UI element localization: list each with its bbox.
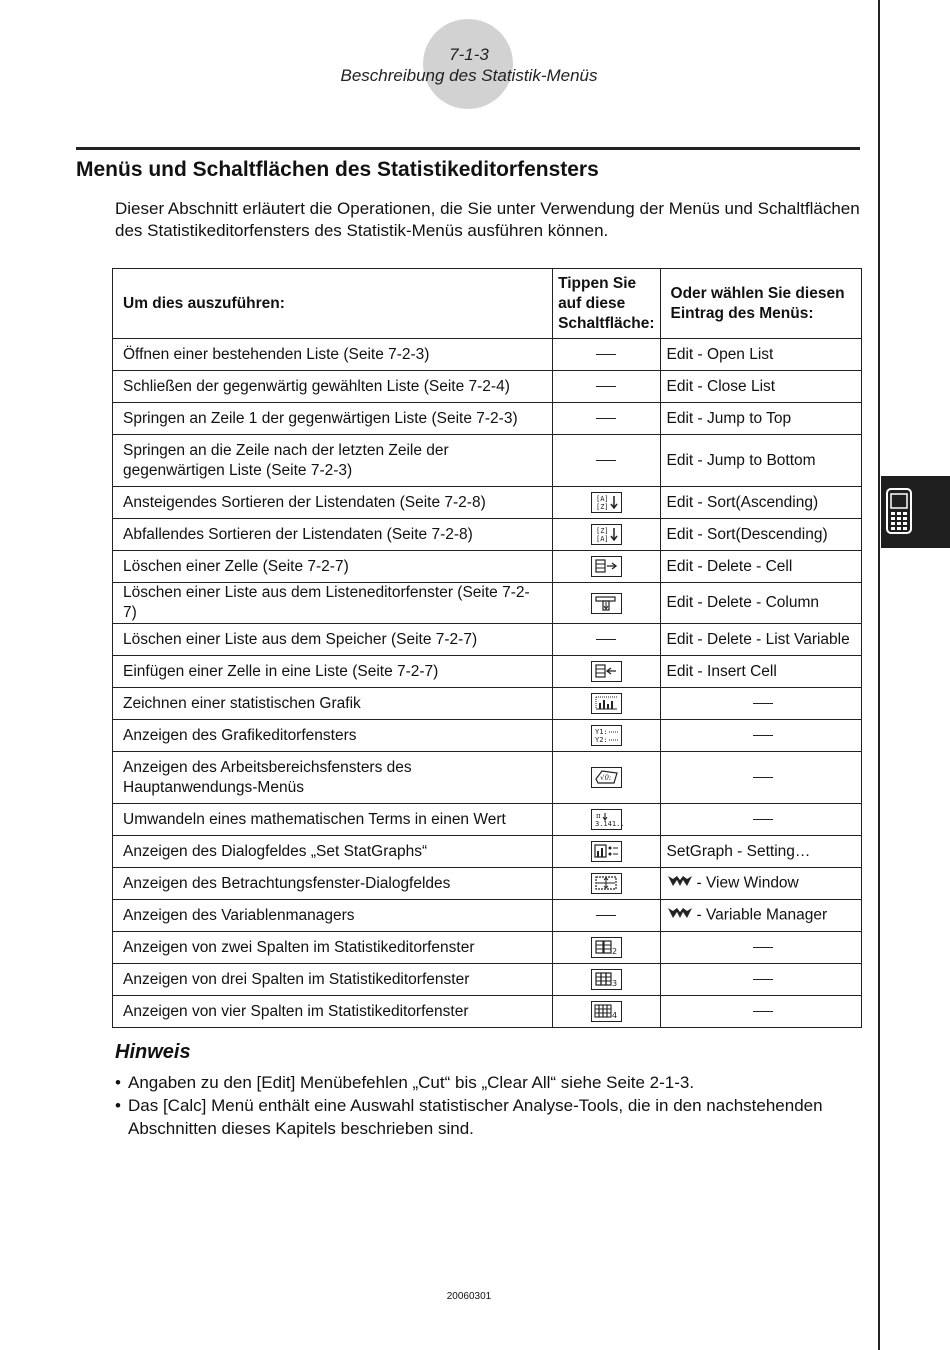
sort-descending-icon[interactable]: [591, 524, 622, 545]
action-cell: Anzeigen von vier Spalten im Statistikeditorfenster: [113, 996, 553, 1028]
dash-icon: [753, 1011, 773, 1013]
set-statgraphs-icon[interactable]: [591, 841, 622, 862]
action-cell: Löschen einer Liste aus dem Listeneditorfenster (Seite 7-2-7): [113, 583, 553, 624]
bullet-icon: •: [115, 1073, 121, 1092]
button-cell: [553, 435, 660, 487]
button-cell: [553, 624, 660, 656]
button-cell: [553, 720, 660, 752]
action-cell: Schließen der gegenwärtig gewählten Liste (Seite 7-2-4): [113, 371, 553, 403]
menu-cell: [660, 900, 861, 932]
menu-entry[interactable]: - View Window: [696, 874, 799, 892]
page-number: 7-1-3: [449, 45, 489, 64]
svg-text:√0:: √0:: [599, 774, 612, 782]
table-row: [113, 624, 862, 656]
menu-cell: [660, 964, 861, 996]
button-cell: [553, 551, 660, 583]
dash-icon: [596, 354, 616, 356]
button-cell: [553, 487, 660, 519]
button-cell: [553, 900, 660, 932]
action-cell: Anzeigen des Variablenmanagers: [113, 900, 553, 932]
svg-text:[A]: [A]: [595, 495, 609, 503]
button-cell: [553, 996, 660, 1028]
operations-table: [112, 268, 862, 1028]
menu-entry[interactable]: Edit - Sort(Ascending): [666, 493, 819, 511]
note-text: Das [Calc] Menü enthält eine Auswahl statistischer Analyse-Tools, die in den nachstehenden Abschnitten dieses Kapitels beschrieben sind.: [128, 1096, 823, 1138]
menu-cell: [660, 996, 861, 1028]
menu-cell: [660, 551, 861, 583]
view-window-icon[interactable]: [591, 873, 622, 894]
dash-icon: [596, 915, 616, 917]
action-cell: Löschen einer Liste aus dem Speicher (Seite 7-2-7): [113, 624, 553, 656]
svg-text:[A]: [A]: [595, 535, 609, 543]
note-list: [115, 1071, 875, 1140]
header-button: Tippen Sie auf diese Schaltfläche:: [553, 269, 660, 339]
action-cell: Abfallendes Sortieren der Listendaten (Seite 7-2-8): [113, 519, 553, 551]
action-cell: Anzeigen des Grafikeditorfensters: [113, 720, 553, 752]
button-cell: [553, 868, 660, 900]
action-cell: Anzeigen des Betrachtungsfenster-Dialogfeldes: [113, 868, 553, 900]
menu-cell: [660, 403, 861, 435]
dash-icon: [753, 819, 773, 821]
section-rule: [76, 147, 860, 150]
table-row: [113, 688, 862, 720]
svg-text:Y1:: Y1:: [594, 728, 608, 736]
page-edge-rule: [878, 0, 880, 1350]
table-header-row: [113, 269, 862, 339]
table-row: [113, 964, 862, 996]
menu-cell: [660, 720, 861, 752]
button-cell: [553, 519, 660, 551]
action-cell: Anzeigen des Dialogfeldes „Set StatGraphs“: [113, 836, 553, 868]
menu-entry[interactable]: Edit - Jump to Bottom: [666, 451, 816, 469]
menu-cell: [660, 804, 861, 836]
menu-entry[interactable]: Edit - Close List: [666, 377, 776, 395]
action-cell: Einfügen einer Zelle in eine Liste (Seite 7-2-7): [113, 656, 553, 688]
header-action: Um dies auszuführen:: [113, 269, 553, 339]
table-row: [113, 804, 862, 836]
button-cell: [553, 932, 660, 964]
delete-cell-icon[interactable]: [591, 556, 622, 577]
menu-entry[interactable]: Edit - Delete - Cell: [666, 557, 793, 575]
table-row: [113, 996, 862, 1028]
menu-cell: [660, 656, 861, 688]
action-cell: Springen an Zeile 1 der gegenwärtigen Liste (Seite 7-2-3): [113, 403, 553, 435]
button-cell: [553, 964, 660, 996]
table-row: [113, 519, 862, 551]
dash-icon: [753, 979, 773, 981]
table-row: [113, 868, 862, 900]
action-cell: Löschen einer Zelle (Seite 7-2-7): [113, 551, 553, 583]
action-cell: Anzeigen von zwei Spalten im Statistikeditorfenster: [113, 932, 553, 964]
menu-entry[interactable]: - Variable Manager: [696, 906, 828, 924]
button-cell: [553, 836, 660, 868]
table-row: [113, 932, 862, 964]
action-cell: Zeichnen einer statistischen Grafik: [113, 688, 553, 720]
menu-entry[interactable]: Edit - Sort(Descending): [666, 525, 828, 543]
system-menu-icon[interactable]: [667, 874, 693, 893]
svg-text:Y2:: Y2:: [594, 736, 608, 744]
menu-cell: [660, 868, 861, 900]
note-text: Angaben zu den [Edit] Menübefehlen „Cut“ bis „Clear All“ siehe Seite 2-1-3.: [128, 1073, 695, 1092]
dash-icon: [596, 639, 616, 641]
four-columns-icon[interactable]: [591, 1001, 622, 1022]
calculator-icon: [885, 488, 915, 536]
action-cell: Anzeigen des Arbeitsbereichsfensters des Hauptanwendungs-Menüs: [113, 752, 553, 804]
svg-text:π: π: [595, 812, 601, 820]
menu-cell: [660, 932, 861, 964]
menu-cell: [660, 836, 861, 868]
table-row: [113, 339, 862, 371]
button-cell: [553, 688, 660, 720]
note-title: Hinweis: [115, 1041, 191, 1063]
intro-paragraph: Dieser Abschnitt erläutert die Operationen, die Sie unter Verwendung der Menüs und Schaltflächen des Statistikeditorfensters des Statistik-Menüs ausführen können.: [115, 199, 860, 240]
table-row: [113, 487, 862, 519]
chapter-title: Beschreibung des Statistik-Menüs: [340, 66, 598, 85]
graph-editor-icon[interactable]: [591, 725, 622, 746]
dash-icon: [753, 735, 773, 737]
main-application-icon[interactable]: [591, 767, 622, 788]
menu-entry[interactable]: Edit - Delete - List Variable: [666, 630, 850, 648]
menu-cell: [660, 688, 861, 720]
menu-cell: [660, 487, 861, 519]
table-row: [113, 900, 862, 932]
menu-cell: [660, 371, 861, 403]
menu-cell: [660, 624, 861, 656]
table-row: [113, 435, 862, 487]
menu-cell: [660, 519, 861, 551]
table-row: [113, 551, 862, 583]
menu-entry[interactable]: Edit - Delete - Column: [666, 594, 820, 611]
menu-cell: [660, 339, 861, 371]
dash-icon: [596, 418, 616, 420]
dash-icon: [596, 460, 616, 462]
menu-entry[interactable]: Edit - Open List: [666, 345, 774, 363]
button-cell: [553, 752, 660, 804]
table-row: [113, 656, 862, 688]
table-row: [113, 371, 862, 403]
sort-ascending-icon[interactable]: [591, 492, 622, 513]
table-row: [113, 720, 862, 752]
dash-icon: [753, 947, 773, 949]
stat-graph-icon[interactable]: [591, 693, 622, 714]
three-columns-icon[interactable]: [591, 969, 622, 990]
table-row: [113, 583, 862, 624]
menu-entry[interactable]: SetGraph - Setting…: [666, 842, 811, 860]
header-menu: Oder wählen Sie diesen Eintrag des Menüs:: [660, 269, 861, 339]
action-cell: Öffnen einer bestehenden Liste (Seite 7-2-3): [113, 339, 553, 371]
menu-cell: [660, 583, 861, 624]
menu-entry[interactable]: Edit - Jump to Top: [666, 409, 792, 427]
button-cell: [553, 583, 660, 624]
footer-code: 20060301: [446, 1291, 492, 1302]
menu-cell: [660, 752, 861, 804]
svg-text:[Z]: [Z]: [595, 503, 609, 511]
action-cell: Umwandeln eines mathematischen Terms in einen Wert: [113, 804, 553, 836]
note-item: [115, 1071, 875, 1094]
convert-value-icon[interactable]: [591, 809, 625, 830]
svg-text:3: 3: [611, 979, 617, 988]
table-row: [113, 836, 862, 868]
system-menu-icon[interactable]: [667, 906, 693, 925]
svg-text:4: 4: [611, 1011, 617, 1020]
svg-text:[Z]: [Z]: [595, 527, 609, 535]
section-title: Menüs und Schaltflächen des Statistikeditorfensters: [76, 158, 599, 181]
button-cell: [553, 371, 660, 403]
dash-icon: [596, 386, 616, 388]
table-row: [113, 403, 862, 435]
note-item: [115, 1094, 875, 1140]
insert-cell-icon[interactable]: [591, 661, 622, 682]
two-columns-icon[interactable]: [591, 937, 622, 958]
action-cell: Springen an die Zeile nach der letzten Zeile der gegenwärtigen Liste (Seite 7-2-3): [113, 435, 553, 487]
button-cell: [553, 339, 660, 371]
action-cell: Anzeigen von drei Spalten im Statistikeditorfenster: [113, 964, 553, 996]
menu-entry[interactable]: Edit - Insert Cell: [666, 662, 777, 680]
chapter-tab: [881, 476, 950, 548]
button-cell: [553, 403, 660, 435]
bullet-icon: •: [115, 1096, 121, 1115]
dash-icon: [753, 703, 773, 705]
action-cell: Ansteigendes Sortieren der Listendaten (Seite 7-2-8): [113, 487, 553, 519]
table-row: [113, 752, 862, 804]
button-cell: [553, 804, 660, 836]
svg-text:3.141..: 3.141..: [594, 820, 625, 828]
button-cell: [553, 656, 660, 688]
delete-column-icon[interactable]: [591, 593, 622, 614]
dash-icon: [753, 777, 773, 779]
menu-cell: [660, 435, 861, 487]
svg-text:2: 2: [611, 947, 617, 956]
